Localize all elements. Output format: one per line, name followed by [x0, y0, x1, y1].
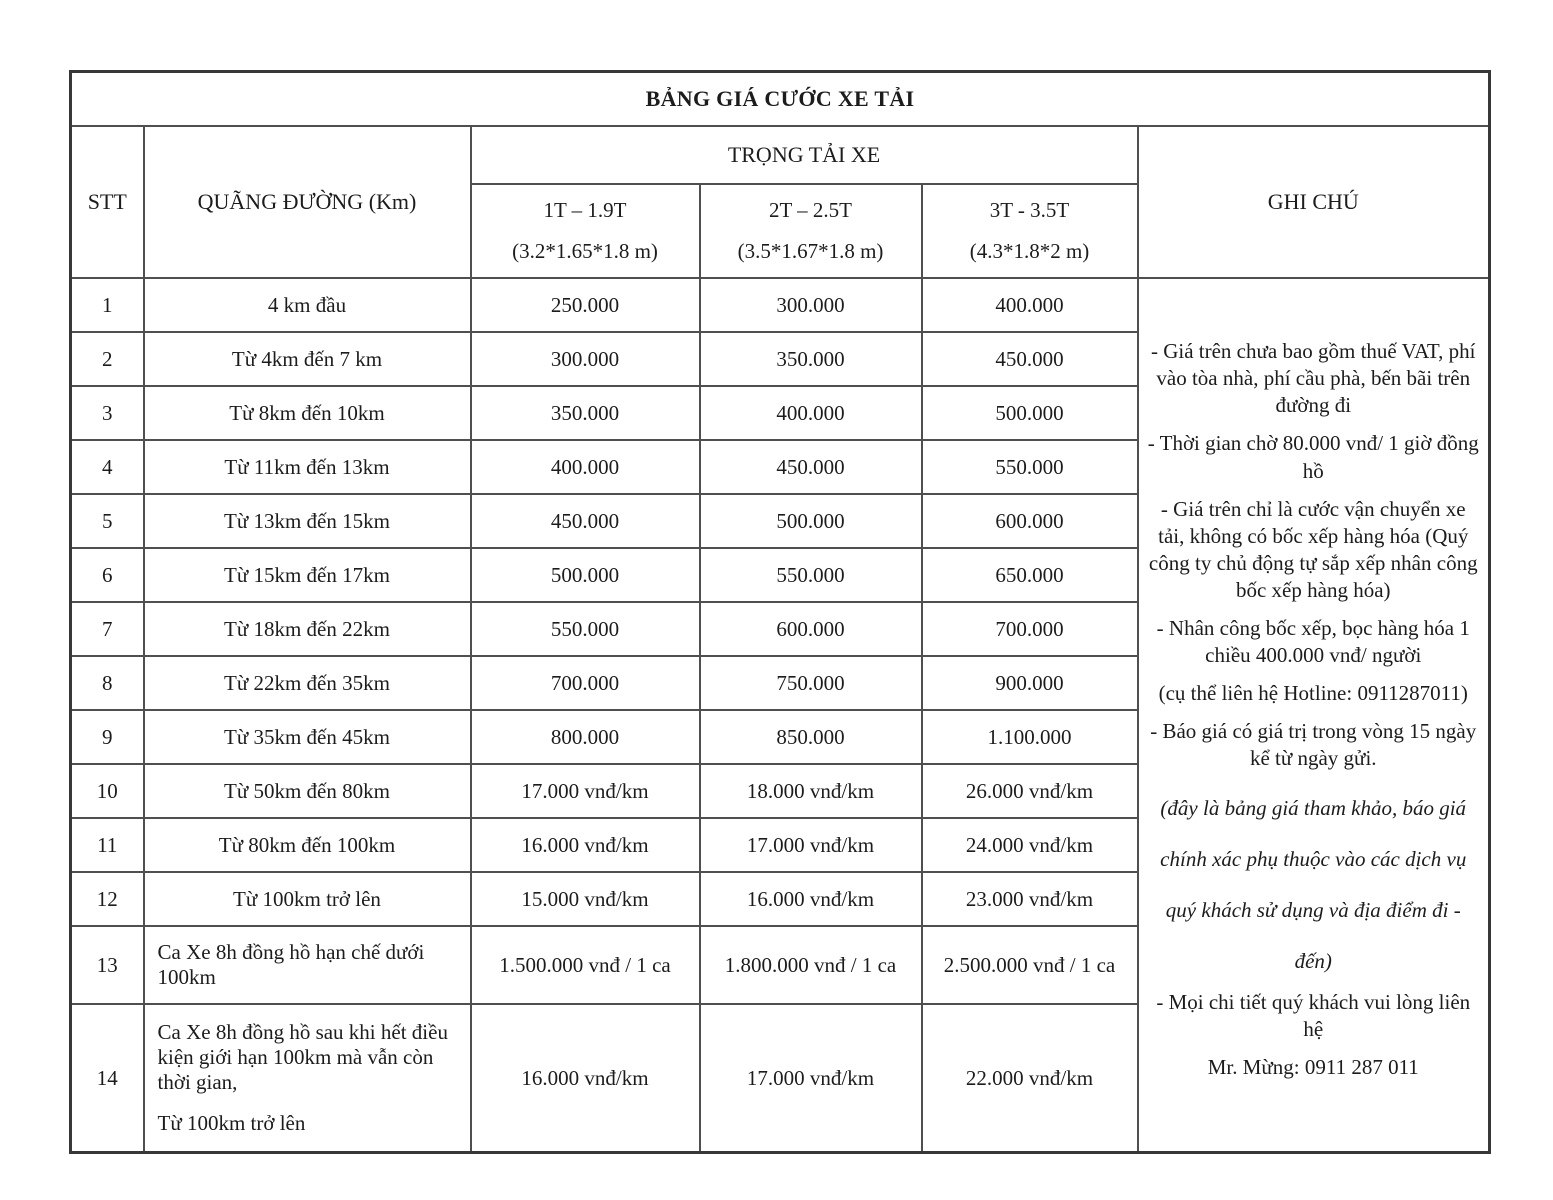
row-price-1t: 400.000 — [471, 440, 700, 494]
row-price-2t: 17.000 vnđ/km — [700, 1004, 922, 1153]
row-price-3t: 450.000 — [922, 332, 1138, 386]
row-stt: 11 — [71, 818, 144, 872]
row-price-1t: 300.000 — [471, 332, 700, 386]
row-price-2t: 850.000 — [700, 710, 922, 764]
row-price-1t: 1.500.000 vnđ / 1 ca — [471, 926, 700, 1004]
row-price-2t: 17.000 vnđ/km — [700, 818, 922, 872]
row-price-2t: 16.000 vnđ/km — [700, 872, 922, 926]
row-distance — [144, 926, 471, 1004]
row-price-2t: 600.000 — [700, 602, 922, 656]
row-distance — [144, 656, 471, 710]
row-distance — [144, 278, 471, 332]
row-distance — [144, 872, 471, 926]
row-stt: 5 — [71, 494, 144, 548]
row-price-3t: 700.000 — [922, 602, 1138, 656]
row-stt: 8 — [71, 656, 144, 710]
distance-text: Từ 80km đến 100km — [218, 832, 396, 857]
header-stt: STT — [71, 126, 144, 278]
row-price-3t: 550.000 — [922, 440, 1138, 494]
distance-text: Từ 18km đến 22km — [224, 616, 390, 641]
row-stt: 9 — [71, 710, 144, 764]
row-stt: 13 — [71, 926, 144, 1004]
row-distance — [144, 818, 471, 872]
row-price-2t: 750.000 — [700, 656, 922, 710]
row-price-1t: 16.000 vnđ/km — [471, 1004, 700, 1153]
row-price-1t: 550.000 — [471, 602, 700, 656]
row-price-2t: 450.000 — [700, 440, 922, 494]
row-price-1t: 17.000 vnđ/km — [471, 764, 700, 818]
distance-text: 4 km đầu — [267, 292, 347, 317]
row-price-3t: 600.000 — [922, 494, 1138, 548]
note-paragraph: - Báo giá có giá trị trong vòng 15 ngày kể từ ngày gửi. — [1150, 719, 1477, 771]
row-price-3t: 24.000 vnđ/km — [922, 818, 1138, 872]
tonnage-size-label: (3.2*1.65*1.8 m) — [512, 239, 658, 263]
header-row-top — [71, 126, 1490, 184]
row-price-3t: 500.000 — [922, 386, 1138, 440]
header-tonnage-1t — [471, 184, 700, 278]
header-tonnage-group: TRỌNG TẢI XE — [471, 126, 1138, 184]
row-distance — [144, 710, 471, 764]
row-distance — [144, 764, 471, 818]
row-stt: 14 — [71, 1004, 144, 1153]
tonnage-range-label: 2T – 2.5T — [768, 198, 853, 222]
note-paragraph: - Giá trên chưa bao gồm thuế VAT, phí vào tòa nhà, phí cầu phà, bến bãi trên đường đi — [1150, 339, 1476, 418]
distance-text: Từ 8km đến 10km — [229, 400, 385, 425]
header-distance: QUÃNG ĐƯỜNG (Km) — [144, 126, 471, 278]
tonnage-range-label: 3T - 3.5T — [989, 198, 1070, 222]
note-paragraph: (cụ thể liên hệ Hotline: 0911287011) — [1158, 681, 1468, 706]
table-row — [71, 278, 1490, 332]
truck-price-table — [69, 70, 1491, 1154]
distance-text: Từ 11km đến 13km — [224, 454, 390, 479]
row-distance — [144, 440, 471, 494]
distance-text: Từ 22km đến 35km — [224, 670, 390, 695]
row-stt: 4 — [71, 440, 144, 494]
row-price-1t: 250.000 — [471, 278, 700, 332]
row-price-2t: 350.000 — [700, 332, 922, 386]
row-distance — [144, 332, 471, 386]
row-stt: 6 — [71, 548, 144, 602]
row-price-1t: 450.000 — [471, 494, 700, 548]
row-stt: 3 — [71, 386, 144, 440]
row-price-2t: 18.000 vnđ/km — [700, 764, 922, 818]
row-price-2t: 300.000 — [700, 278, 922, 332]
note-paragraph: (đây là bảng giá tham khảo, báo giá chính xác phụ thuộc vào các dịch vụ quý khách sử dụng và địa điểm đi - đến) — [1160, 796, 1467, 973]
row-distance — [144, 548, 471, 602]
row-price-1t: 16.000 vnđ/km — [471, 818, 700, 872]
row-stt: 12 — [71, 872, 144, 926]
distance-text: Từ 4km đến 7 km — [231, 346, 383, 371]
row-price-1t: 500.000 — [471, 548, 700, 602]
row-stt: 7 — [71, 602, 144, 656]
row-price-2t: 550.000 — [700, 548, 922, 602]
distance-text-secondary: Từ 100km trở lên — [157, 1111, 306, 1135]
row-distance — [144, 1004, 471, 1153]
row-price-2t: 1.800.000 vnđ / 1 ca — [700, 926, 922, 1004]
row-distance — [144, 494, 471, 548]
tonnage-size-label: (4.3*1.8*2 m) — [969, 239, 1090, 263]
tonnage-range-label: 1T – 1.9T — [543, 198, 627, 222]
header-tonnage-2t — [700, 184, 922, 278]
distance-text: Từ 100km trở lên — [233, 886, 381, 911]
row-stt: 10 — [71, 764, 144, 818]
row-price-3t: 2.500.000 vnđ / 1 ca — [922, 926, 1138, 1004]
distance-text: Từ 50km đến 80km — [224, 778, 390, 803]
tonnage-size-label: (3.5*1.67*1.8 m) — [737, 239, 884, 263]
row-price-1t: 350.000 — [471, 386, 700, 440]
row-price-3t: 22.000 vnđ/km — [922, 1004, 1138, 1153]
distance-text: Ca Xe 8h đồng hồ hạn chế dưới 100km — [157, 940, 425, 989]
row-price-3t: 900.000 — [922, 656, 1138, 710]
row-price-3t: 23.000 vnđ/km — [922, 872, 1138, 926]
row-distance — [144, 602, 471, 656]
title-row — [71, 72, 1490, 127]
row-price-2t: 400.000 — [700, 386, 922, 440]
note-paragraph: - Nhân công bốc xếp, bọc hàng hóa 1 chiều 400.000 vnđ/ người — [1156, 615, 1470, 667]
row-price-2t: 500.000 — [700, 494, 922, 548]
distance-text: Ca Xe 8h đồng hồ sau khi hết điều kiện giới hạn 100km mà vẫn còn thời gian, — [157, 1020, 448, 1094]
row-stt: 2 — [71, 332, 144, 386]
row-price-3t: 400.000 — [922, 278, 1138, 332]
distance-text: Từ 15km đến 17km — [224, 562, 390, 587]
header-notes: GHI CHÚ — [1138, 126, 1490, 278]
distance-text: Từ 35km đến 45km — [224, 724, 390, 749]
table-title: BẢNG GIÁ CƯỚC XE TẢI — [71, 72, 1490, 127]
row-price-3t: 1.100.000 — [922, 710, 1138, 764]
row-price-1t: 800.000 — [471, 710, 700, 764]
notes-cell — [1138, 278, 1490, 1153]
distance-text: Từ 13km đến 15km — [224, 508, 390, 533]
note-paragraph: - Mọi chi tiết quý khách vui lòng liên hệ — [1156, 989, 1471, 1041]
note-paragraph: - Thời gian chờ 80.000 vnđ/ 1 giờ đồng hồ — [1147, 431, 1479, 483]
note-paragraph: Mr. Mừng: 0911 287 011 — [1207, 1054, 1419, 1079]
row-price-3t: 650.000 — [922, 548, 1138, 602]
row-distance — [144, 386, 471, 440]
row-price-1t: 15.000 vnđ/km — [471, 872, 700, 926]
header-tonnage-3t — [922, 184, 1138, 278]
row-stt: 1 — [71, 278, 144, 332]
note-paragraph: - Giá trên chỉ là cước vận chuyển xe tải, không có bốc xếp hàng hóa (Quý công ty chủ động tự sắp xếp nhân công bốc xếp hàng hóa) — [1148, 496, 1478, 602]
row-price-3t: 26.000 vnđ/km — [922, 764, 1138, 818]
row-price-1t: 700.000 — [471, 656, 700, 710]
